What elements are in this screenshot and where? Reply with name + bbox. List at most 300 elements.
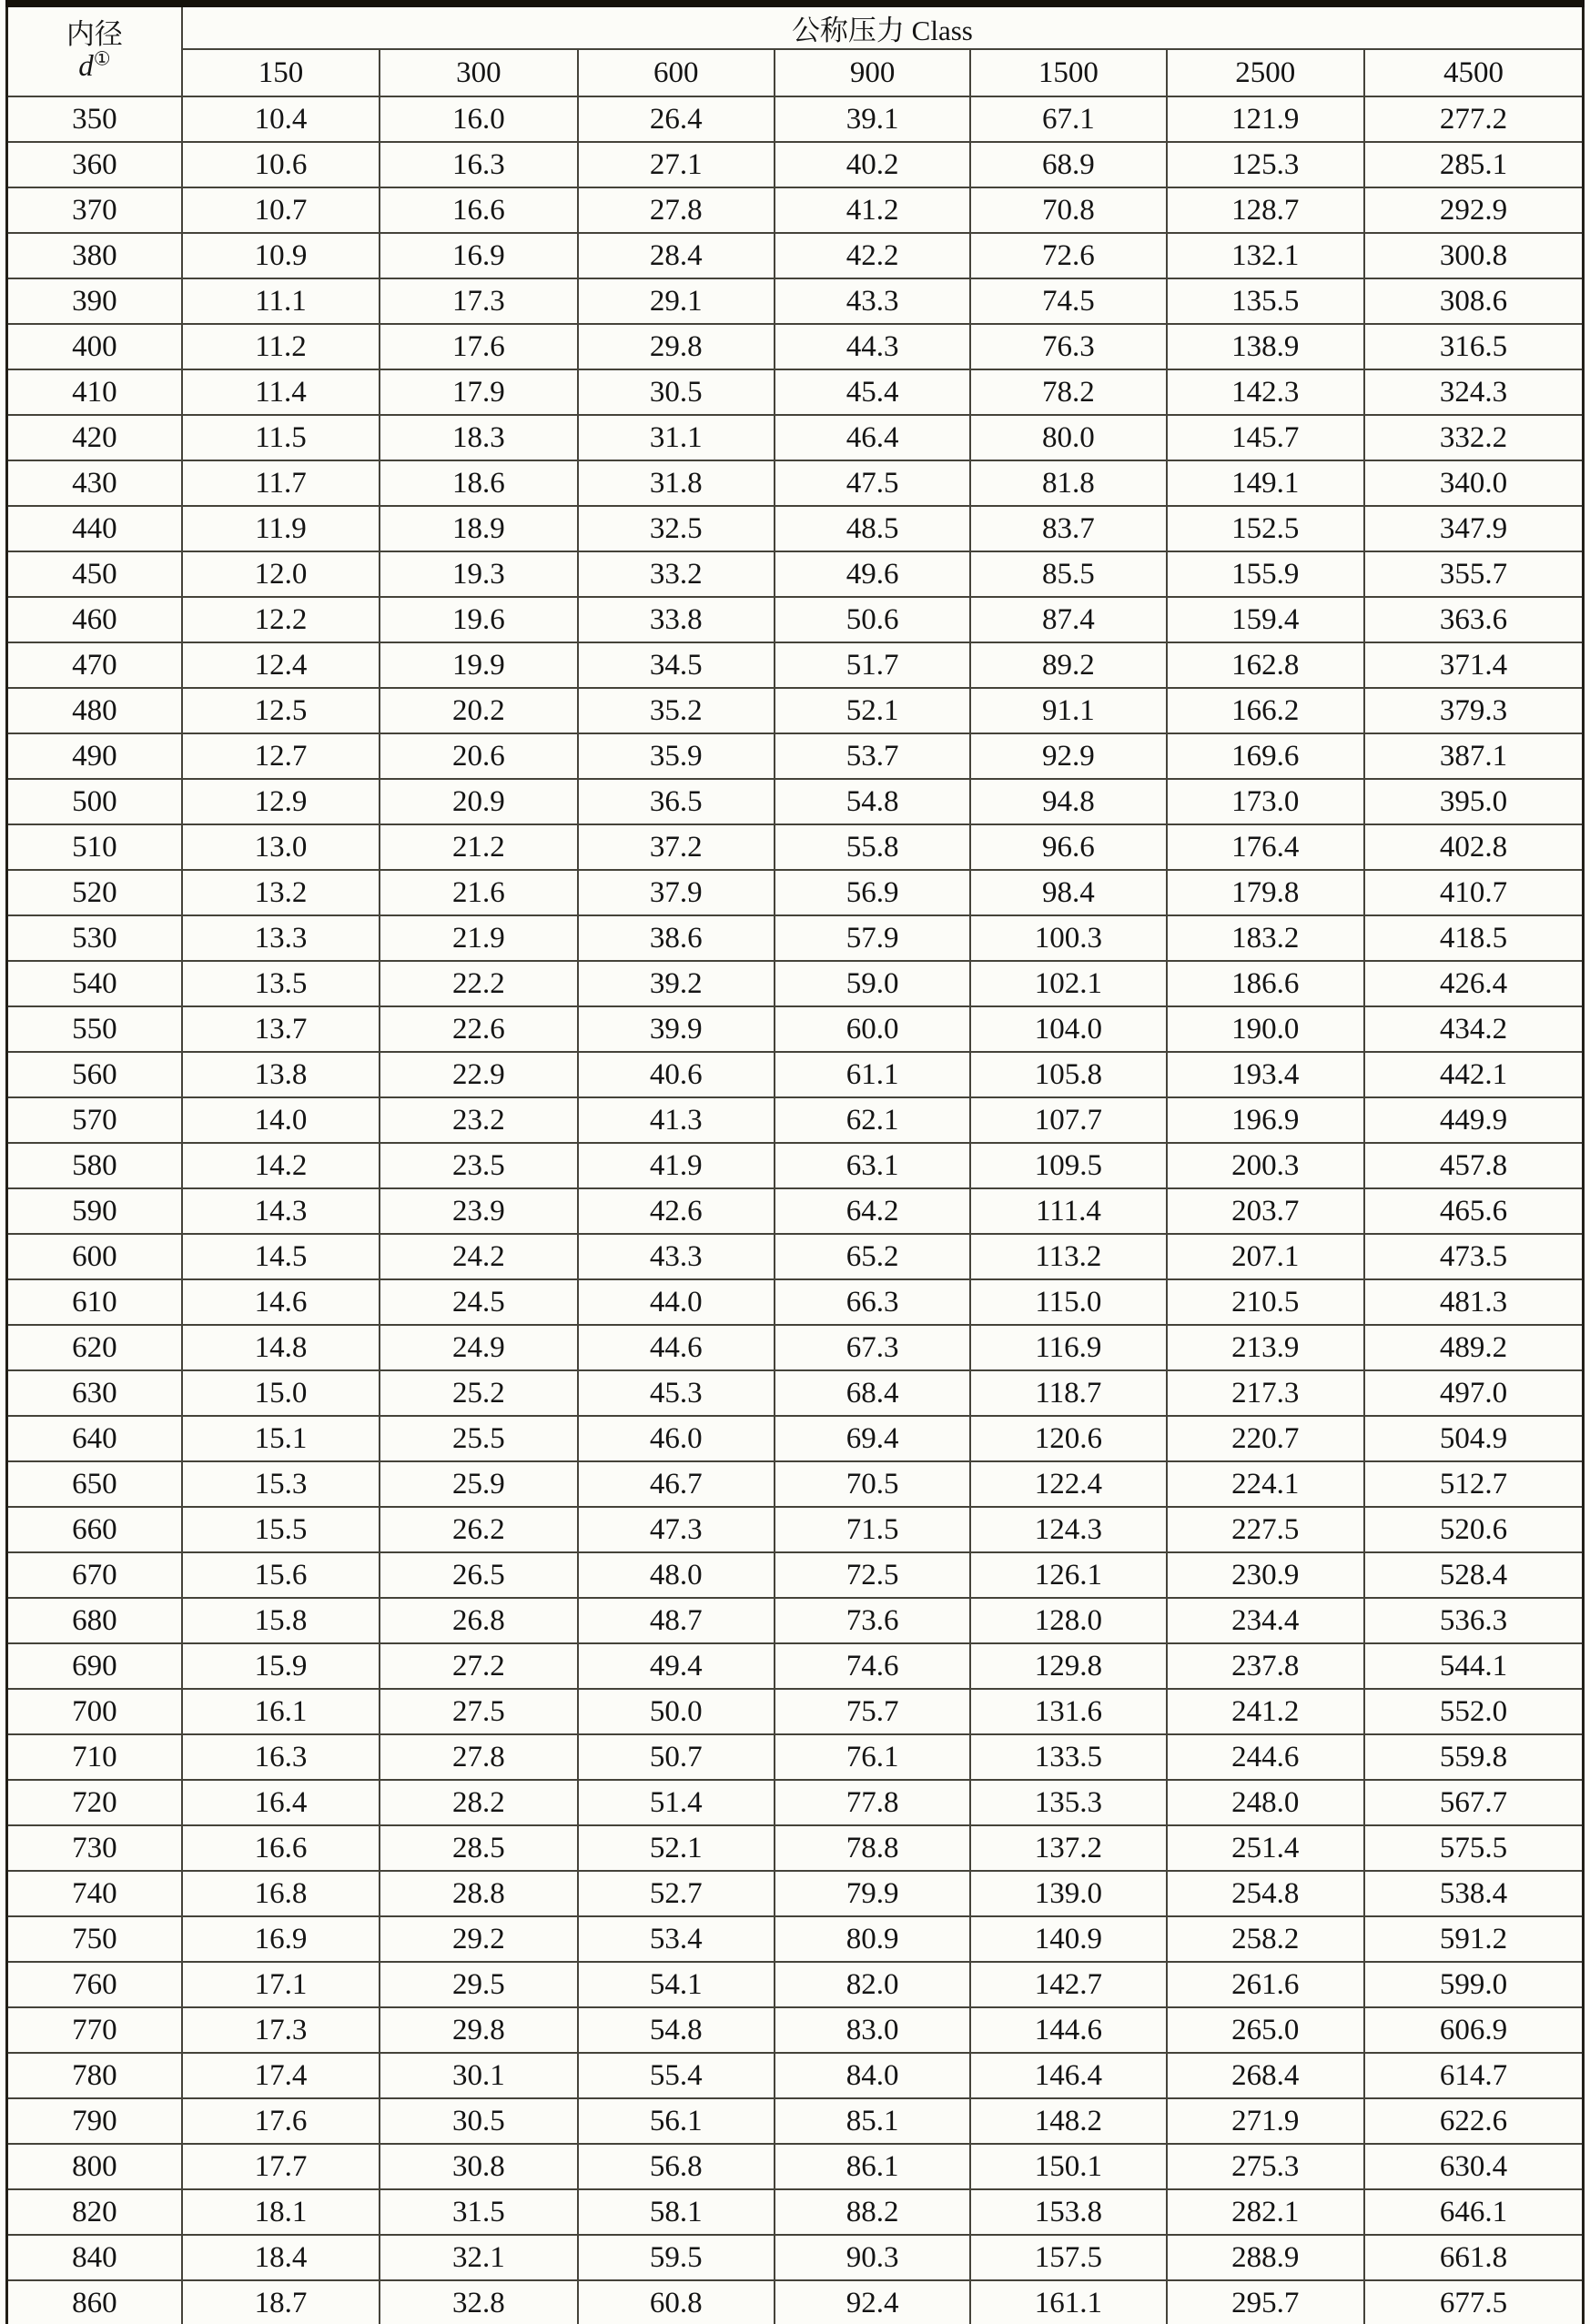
table-row (7, 1552, 1584, 1598)
pressure-value-cell: 60.8 (578, 2280, 775, 2324)
pressure-value-cell: 19.6 (380, 597, 577, 642)
pressure-value-cell: 24.2 (380, 1234, 577, 1279)
pressure-value-cell: 16.3 (182, 1734, 380, 1780)
pressure-value-cell: 258.2 (1167, 1916, 1364, 1962)
pressure-value-cell: 285.1 (1364, 142, 1584, 187)
pressure-value-cell: 125.3 (1167, 142, 1364, 187)
pressure-value-cell: 67.3 (775, 1325, 970, 1370)
class-column-header: 4500 (1364, 49, 1584, 96)
pressure-value-cell: 50.0 (578, 1689, 775, 1734)
pressure-value-cell: 11.1 (182, 278, 380, 324)
pressure-value-cell: 22.2 (380, 961, 577, 1006)
pressure-value-cell: 10.6 (182, 142, 380, 187)
table-row (7, 1507, 1584, 1552)
pressure-value-cell: 16.6 (380, 187, 577, 233)
inner-diameter-cell: 350 (7, 96, 182, 142)
table-row (7, 1825, 1584, 1871)
pressure-value-cell: 11.4 (182, 369, 380, 415)
inner-diameter-cell: 560 (7, 1052, 182, 1097)
pressure-value-cell: 59.5 (578, 2235, 775, 2280)
pressure-value-cell: 10.7 (182, 187, 380, 233)
pressure-value-cell: 26.2 (380, 1507, 577, 1552)
pressure-value-cell: 43.3 (578, 1234, 775, 1279)
pressure-value-cell: 17.4 (182, 2053, 380, 2098)
pressure-value-cell: 22.9 (380, 1052, 577, 1097)
pressure-value-cell: 268.4 (1167, 2053, 1364, 2098)
inner-diameter-cell: 650 (7, 1461, 182, 1507)
pressure-value-cell: 17.9 (380, 369, 577, 415)
inner-diameter-cell: 670 (7, 1552, 182, 1598)
table-row (7, 460, 1584, 506)
inner-diameter-cell: 600 (7, 1234, 182, 1279)
pressure-value-cell: 37.2 (578, 824, 775, 870)
pressure-value-cell: 38.6 (578, 915, 775, 961)
pressure-value-cell: 21.9 (380, 915, 577, 961)
pressure-value-cell: 31.5 (380, 2189, 577, 2235)
pressure-value-cell: 47.3 (578, 1507, 775, 1552)
pressure-value-cell: 10.9 (182, 233, 380, 278)
pressure-value-cell: 92.9 (970, 733, 1166, 779)
pressure-value-cell: 28.2 (380, 1780, 577, 1825)
pressure-value-cell: 10.4 (182, 96, 380, 142)
inner-diameter-symbol: d① (78, 48, 111, 84)
pressure-value-cell: 116.9 (970, 1325, 1166, 1370)
pressure-value-cell: 105.8 (970, 1052, 1166, 1097)
inner-diameter-cell: 500 (7, 779, 182, 824)
pressure-value-cell: 251.4 (1167, 1825, 1364, 1871)
inner-diameter-cell: 550 (7, 1006, 182, 1052)
pressure-value-cell: 190.0 (1167, 1006, 1364, 1052)
table-row (7, 142, 1584, 187)
pressure-value-cell: 63.1 (775, 1143, 970, 1188)
pressure-value-cell: 295.7 (1167, 2280, 1364, 2324)
pressure-value-cell: 102.1 (970, 961, 1166, 1006)
pressure-value-cell: 48.7 (578, 1598, 775, 1643)
pressure-value-cell: 80.9 (775, 1916, 970, 1962)
pressure-value-cell: 559.8 (1364, 1734, 1584, 1780)
pressure-value-cell: 71.5 (775, 1507, 970, 1552)
pressure-value-cell: 27.2 (380, 1643, 577, 1689)
inner-diameter-cell: 820 (7, 2189, 182, 2235)
pressure-value-cell: 186.6 (1167, 961, 1364, 1006)
pressure-value-cell: 16.9 (182, 1916, 380, 1962)
pressure-value-cell: 86.1 (775, 2144, 970, 2189)
table-row (7, 369, 1584, 415)
pressure-value-cell: 497.0 (1364, 1370, 1584, 1416)
pressure-value-cell: 27.5 (380, 1689, 577, 1734)
pressure-value-cell: 528.4 (1364, 1552, 1584, 1598)
pressure-value-cell: 37.9 (578, 870, 775, 915)
pressure-value-cell: 70.5 (775, 1461, 970, 1507)
inner-diameter-cell: 510 (7, 824, 182, 870)
table-row (7, 1780, 1584, 1825)
pressure-value-cell: 59.0 (775, 961, 970, 1006)
pressure-value-cell: 139.0 (970, 1871, 1166, 1916)
pressure-value-cell: 34.5 (578, 642, 775, 688)
table-row (7, 1461, 1584, 1507)
pressure-value-cell: 176.4 (1167, 824, 1364, 870)
pressure-value-cell: 28.8 (380, 1871, 577, 1916)
pressure-value-cell: 53.4 (578, 1916, 775, 1962)
pressure-value-cell: 308.6 (1364, 278, 1584, 324)
pressure-value-cell: 20.2 (380, 688, 577, 733)
pressure-value-cell: 146.4 (970, 2053, 1166, 2098)
inner-diameter-cell: 410 (7, 369, 182, 415)
table-row (7, 551, 1584, 597)
pressure-value-cell: 67.1 (970, 96, 1166, 142)
inner-diameter-cell: 770 (7, 2007, 182, 2053)
inner-diameter-cell: 540 (7, 961, 182, 1006)
pressure-value-cell: 77.8 (775, 1780, 970, 1825)
pressure-value-cell: 70.8 (970, 187, 1166, 233)
pressure-value-cell: 13.2 (182, 870, 380, 915)
pressure-value-cell: 161.1 (970, 2280, 1166, 2324)
pressure-value-cell: 29.1 (578, 278, 775, 324)
inner-diameter-cell: 750 (7, 1916, 182, 1962)
pressure-value-cell: 109.5 (970, 1143, 1166, 1188)
table-row (7, 1006, 1584, 1052)
pressure-value-cell: 41.9 (578, 1143, 775, 1188)
pressure-value-cell: 15.3 (182, 1461, 380, 1507)
table-row (7, 1416, 1584, 1461)
pressure-value-cell: 210.5 (1167, 1279, 1364, 1325)
pressure-value-cell: 28.4 (578, 233, 775, 278)
pressure-value-cell: 69.4 (775, 1416, 970, 1461)
pressure-value-cell: 11.2 (182, 324, 380, 369)
pressure-value-cell: 21.6 (380, 870, 577, 915)
pressure-value-cell: 166.2 (1167, 688, 1364, 733)
pressure-value-cell: 48.5 (775, 506, 970, 551)
table-row (7, 324, 1584, 369)
table-row (7, 1188, 1584, 1234)
class-column-header: 300 (380, 49, 577, 96)
inner-diameter-cell: 640 (7, 1416, 182, 1461)
pressure-value-cell: 135.5 (1167, 278, 1364, 324)
table-row (7, 415, 1584, 460)
inner-diameter-cell: 480 (7, 688, 182, 733)
pressure-value-cell: 41.3 (578, 1097, 775, 1143)
pressure-value-cell: 18.9 (380, 506, 577, 551)
table-row (7, 1325, 1584, 1370)
pressure-value-cell: 152.5 (1167, 506, 1364, 551)
pressure-value-cell: 128.0 (970, 1598, 1166, 1643)
pressure-value-cell: 118.7 (970, 1370, 1166, 1416)
pressure-value-cell: 83.7 (970, 506, 1166, 551)
pressure-value-cell: 395.0 (1364, 779, 1584, 824)
pressure-value-cell: 512.7 (1364, 1461, 1584, 1507)
pressure-value-cell: 79.9 (775, 1871, 970, 1916)
pressure-value-cell: 16.9 (380, 233, 577, 278)
pressure-value-cell: 51.7 (775, 642, 970, 688)
pressure-value-cell: 11.5 (182, 415, 380, 460)
pressure-value-cell: 481.3 (1364, 1279, 1584, 1325)
pressure-value-cell: 17.6 (380, 324, 577, 369)
pressure-value-cell: 575.5 (1364, 1825, 1584, 1871)
pressure-value-cell: 646.1 (1364, 2189, 1584, 2235)
corner-header-inner-diameter (7, 4, 182, 96)
pressure-value-cell: 217.3 (1167, 1370, 1364, 1416)
inner-diameter-cell: 470 (7, 642, 182, 688)
pressure-value-cell: 14.0 (182, 1097, 380, 1143)
pressure-value-cell: 244.6 (1167, 1734, 1364, 1780)
pressure-value-cell: 17.3 (182, 2007, 380, 2053)
pressure-value-cell: 148.2 (970, 2098, 1166, 2144)
pressure-value-cell: 35.2 (578, 688, 775, 733)
table-row (7, 642, 1584, 688)
pressure-value-cell: 282.1 (1167, 2189, 1364, 2235)
pressure-value-cell: 30.5 (380, 2098, 577, 2144)
table-row (7, 233, 1584, 278)
pressure-value-cell: 26.5 (380, 1552, 577, 1598)
table-row (7, 187, 1584, 233)
table-row (7, 1916, 1584, 1962)
inner-diameter-cell: 440 (7, 506, 182, 551)
inner-diameter-cell: 520 (7, 870, 182, 915)
pressure-value-cell: 29.8 (380, 2007, 577, 2053)
pressure-value-cell: 29.8 (578, 324, 775, 369)
pressure-value-cell: 39.1 (775, 96, 970, 142)
pressure-value-cell: 12.7 (182, 733, 380, 779)
pressure-value-cell: 241.2 (1167, 1689, 1364, 1734)
pressure-value-cell: 155.9 (1167, 551, 1364, 597)
pressure-value-cell: 15.0 (182, 1370, 380, 1416)
pressure-value-cell: 332.2 (1364, 415, 1584, 460)
inner-diameter-cell: 380 (7, 233, 182, 278)
pressure-value-cell: 677.5 (1364, 2280, 1584, 2324)
pressure-value-cell: 42.2 (775, 233, 970, 278)
pressure-value-cell: 16.4 (182, 1780, 380, 1825)
pressure-value-cell: 33.2 (578, 551, 775, 597)
table-row (7, 1689, 1584, 1734)
pressure-value-cell: 50.7 (578, 1734, 775, 1780)
pressure-value-cell: 72.5 (775, 1552, 970, 1598)
pressure-value-cell: 265.0 (1167, 2007, 1364, 2053)
pressure-value-cell: 12.4 (182, 642, 380, 688)
pressure-value-cell: 44.6 (578, 1325, 775, 1370)
pressure-value-cell: 66.3 (775, 1279, 970, 1325)
inner-diameter-cell: 400 (7, 324, 182, 369)
pressure-value-cell: 120.6 (970, 1416, 1166, 1461)
pressure-value-cell: 18.7 (182, 2280, 380, 2324)
pressure-value-cell: 47.5 (775, 460, 970, 506)
pressure-value-cell: 16.0 (380, 96, 577, 142)
pressure-value-cell: 15.8 (182, 1598, 380, 1643)
pressure-rating-table (5, 0, 1585, 2324)
pressure-value-cell: 92.4 (775, 2280, 970, 2324)
pressure-value-cell: 30.1 (380, 2053, 577, 2098)
inner-diameter-cell: 780 (7, 2053, 182, 2098)
pressure-value-cell: 131.6 (970, 1689, 1166, 1734)
pressure-value-cell: 261.6 (1167, 1962, 1364, 2007)
pressure-value-cell: 89.2 (970, 642, 1166, 688)
pressure-value-cell: 26.8 (380, 1598, 577, 1643)
group-header-pressure-class: 公称压力 Class (182, 4, 1584, 49)
pressure-value-cell: 27.8 (578, 187, 775, 233)
pressure-value-cell: 150.1 (970, 2144, 1166, 2189)
pressure-value-cell: 56.8 (578, 2144, 775, 2189)
table-row (7, 1598, 1584, 1643)
inner-diameter-cell: 690 (7, 1643, 182, 1689)
pressure-value-cell: 567.7 (1364, 1780, 1584, 1825)
pressure-value-cell: 457.8 (1364, 1143, 1584, 1188)
pressure-value-cell: 254.8 (1167, 1871, 1364, 1916)
pressure-value-cell: 46.0 (578, 1416, 775, 1461)
pressure-value-cell: 54.8 (578, 2007, 775, 2053)
pressure-value-cell: 18.3 (380, 415, 577, 460)
pressure-value-cell: 25.9 (380, 1461, 577, 1507)
pressure-value-cell: 36.5 (578, 779, 775, 824)
pressure-value-cell: 76.1 (775, 1734, 970, 1780)
pressure-value-cell: 98.4 (970, 870, 1166, 915)
pressure-value-cell: 32.8 (380, 2280, 577, 2324)
pressure-value-cell: 83.0 (775, 2007, 970, 2053)
pressure-value-cell: 16.1 (182, 1689, 380, 1734)
pressure-value-cell: 520.6 (1364, 1507, 1584, 1552)
class-column-header: 900 (775, 49, 970, 96)
inner-diameter-cell: 860 (7, 2280, 182, 2324)
inner-diameter-cell: 570 (7, 1097, 182, 1143)
pressure-value-cell: 11.9 (182, 506, 380, 551)
inner-diameter-cell: 680 (7, 1598, 182, 1643)
pressure-value-cell: 162.8 (1167, 642, 1364, 688)
pressure-value-cell: 17.3 (380, 278, 577, 324)
pressure-value-cell: 58.1 (578, 2189, 775, 2235)
pressure-value-cell: 55.4 (578, 2053, 775, 2098)
pressure-value-cell: 45.4 (775, 369, 970, 415)
pressure-value-cell: 40.6 (578, 1052, 775, 1097)
pressure-value-cell: 213.9 (1167, 1325, 1364, 1370)
inner-diameter-cell: 490 (7, 733, 182, 779)
pressure-value-cell: 203.7 (1167, 1188, 1364, 1234)
pressure-value-cell: 68.4 (775, 1370, 970, 1416)
pressure-value-cell: 31.1 (578, 415, 775, 460)
pressure-value-cell: 248.0 (1167, 1780, 1364, 1825)
pressure-value-cell: 465.6 (1364, 1188, 1584, 1234)
pressure-value-cell: 121.9 (1167, 96, 1364, 142)
pressure-value-cell: 230.9 (1167, 1552, 1364, 1598)
pressure-value-cell: 224.1 (1167, 1461, 1364, 1507)
pressure-value-cell: 347.9 (1364, 506, 1584, 551)
pressure-value-cell: 85.5 (970, 551, 1166, 597)
pressure-value-cell: 15.9 (182, 1643, 380, 1689)
pressure-value-cell: 207.1 (1167, 1234, 1364, 1279)
pressure-value-cell: 27.1 (578, 142, 775, 187)
inner-diameter-cell: 610 (7, 1279, 182, 1325)
pressure-value-cell: 371.4 (1364, 642, 1584, 688)
pressure-value-cell: 29.5 (380, 1962, 577, 2007)
pressure-value-cell: 140.9 (970, 1916, 1166, 1962)
pressure-value-cell: 23.2 (380, 1097, 577, 1143)
pressure-value-cell: 31.8 (578, 460, 775, 506)
pressure-value-cell: 473.5 (1364, 1234, 1584, 1279)
pressure-value-cell: 39.2 (578, 961, 775, 1006)
table-row (7, 2235, 1584, 2280)
pressure-value-cell: 52.1 (775, 688, 970, 733)
pressure-value-cell: 62.1 (775, 1097, 970, 1143)
pressure-value-cell: 544.1 (1364, 1643, 1584, 1689)
inner-diameter-cell: 840 (7, 2235, 182, 2280)
pressure-value-cell: 379.3 (1364, 688, 1584, 733)
table-row (7, 2007, 1584, 2053)
pressure-value-cell: 18.6 (380, 460, 577, 506)
pressure-value-cell: 25.2 (380, 1370, 577, 1416)
pressure-value-cell: 234.4 (1167, 1598, 1364, 1643)
pressure-value-cell: 599.0 (1364, 1962, 1584, 2007)
pressure-value-cell: 72.6 (970, 233, 1166, 278)
pressure-value-cell: 23.5 (380, 1143, 577, 1188)
pressure-value-cell: 11.7 (182, 460, 380, 506)
table-row (7, 2280, 1584, 2324)
pressure-value-cell: 138.9 (1167, 324, 1364, 369)
pressure-value-cell: 18.4 (182, 2235, 380, 2280)
table-row (7, 915, 1584, 961)
pressure-value-cell: 74.5 (970, 278, 1166, 324)
inner-diameter-cell: 720 (7, 1780, 182, 1825)
pressure-value-cell: 61.1 (775, 1052, 970, 1097)
table-row (7, 2053, 1584, 2098)
pressure-value-cell: 50.6 (775, 597, 970, 642)
inner-diameter-label: 内径 (66, 17, 123, 50)
pressure-value-cell: 46.4 (775, 415, 970, 460)
pressure-value-cell: 153.8 (970, 2189, 1166, 2235)
pressure-value-cell: 87.4 (970, 597, 1166, 642)
pressure-value-cell: 14.2 (182, 1143, 380, 1188)
pressure-value-cell: 316.5 (1364, 324, 1584, 369)
inner-diameter-cell: 530 (7, 915, 182, 961)
table-row (7, 870, 1584, 915)
pressure-value-cell: 76.3 (970, 324, 1166, 369)
inner-diameter-cell: 430 (7, 460, 182, 506)
pressure-value-cell: 17.1 (182, 1962, 380, 2007)
pressure-value-cell: 64.2 (775, 1188, 970, 1234)
table-row (7, 2098, 1584, 2144)
pressure-value-cell: 84.0 (775, 2053, 970, 2098)
pressure-value-cell: 65.2 (775, 1234, 970, 1279)
pressure-value-cell: 16.8 (182, 1871, 380, 1916)
pressure-value-cell: 46.7 (578, 1461, 775, 1507)
pressure-value-cell: 142.3 (1167, 369, 1364, 415)
pressure-value-cell: 324.3 (1364, 369, 1584, 415)
table-row (7, 779, 1584, 824)
pressure-value-cell: 30.8 (380, 2144, 577, 2189)
pressure-value-cell: 661.8 (1364, 2235, 1584, 2280)
inner-diameter-cell: 800 (7, 2144, 182, 2189)
pressure-value-cell: 183.2 (1167, 915, 1364, 961)
pressure-value-cell: 44.0 (578, 1279, 775, 1325)
pressure-value-cell: 40.2 (775, 142, 970, 187)
table-row (7, 1052, 1584, 1097)
pressure-value-cell: 237.8 (1167, 1643, 1364, 1689)
pressure-value-cell: 74.6 (775, 1643, 970, 1689)
pressure-value-cell: 606.9 (1364, 2007, 1584, 2053)
pressure-value-cell: 55.8 (775, 824, 970, 870)
header-row-classes (7, 49, 1584, 96)
table-row (7, 733, 1584, 779)
pressure-value-cell: 12.2 (182, 597, 380, 642)
pressure-value-cell: 196.9 (1167, 1097, 1364, 1143)
pressure-value-cell: 60.0 (775, 1006, 970, 1052)
pressure-value-cell: 56.9 (775, 870, 970, 915)
pressure-value-cell: 48.0 (578, 1552, 775, 1598)
pressure-value-cell: 32.5 (578, 506, 775, 551)
inner-diameter-cell: 790 (7, 2098, 182, 2144)
pressure-value-cell: 15.5 (182, 1507, 380, 1552)
pressure-value-cell: 288.9 (1167, 2235, 1364, 2280)
inner-diameter-cell: 730 (7, 1825, 182, 1871)
table-row (7, 824, 1584, 870)
pressure-value-cell: 12.5 (182, 688, 380, 733)
table-body (7, 96, 1584, 2324)
